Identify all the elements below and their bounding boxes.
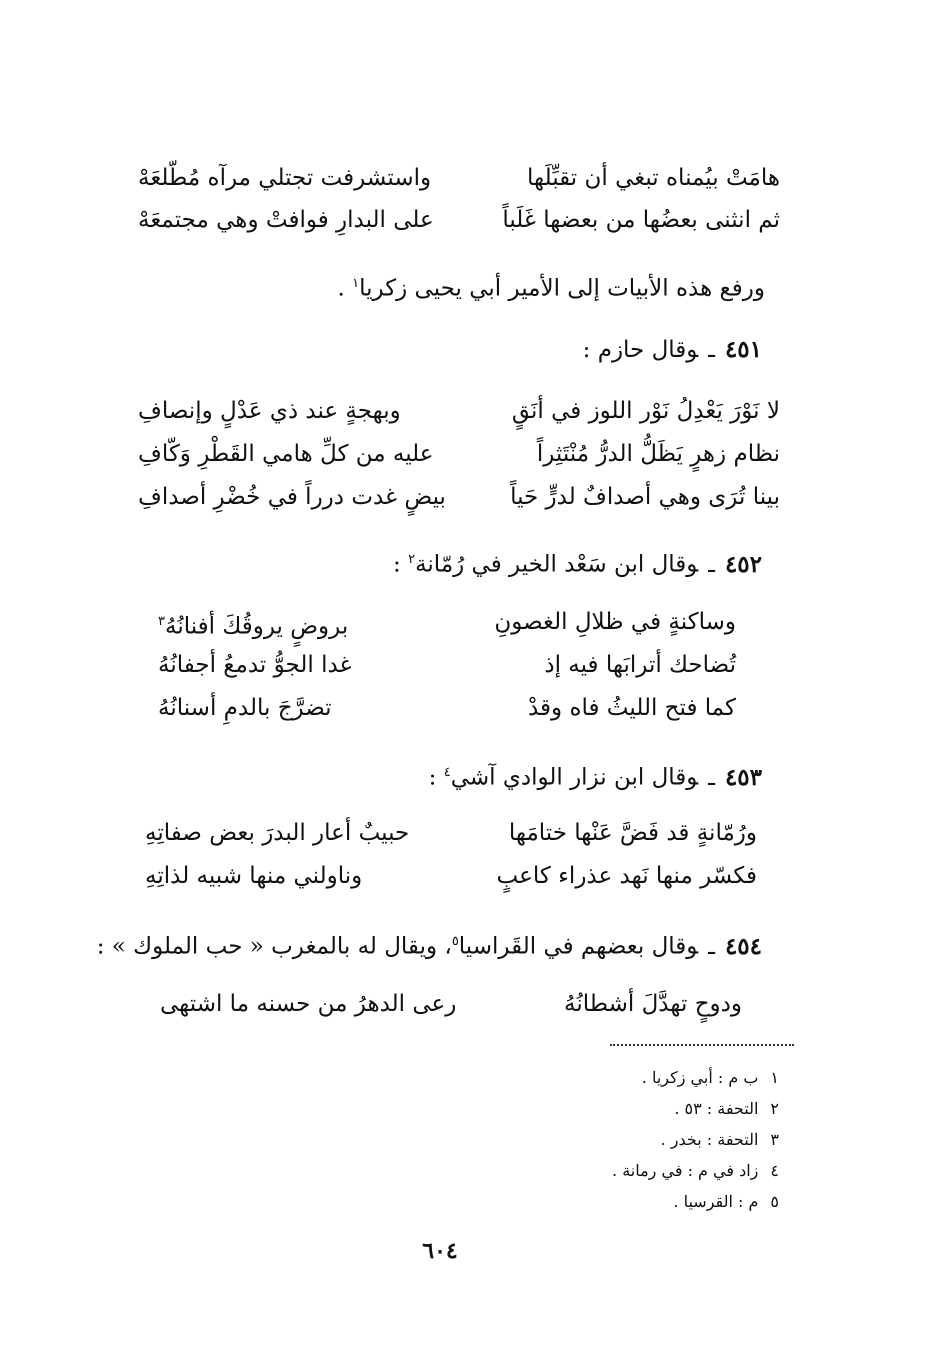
verse-line [160, 990, 742, 1018]
verse-line [138, 397, 780, 425]
verse-hemistich-first: كما فتح الليثُ فاه وقدْ [527, 695, 736, 721]
note-end: . [337, 275, 345, 302]
verse-hemistich-second: بيضٍ غدت درراً في خُضْرِ أصدافِ [138, 484, 446, 510]
footnote-ref: ٥ [451, 934, 459, 949]
footnote-number: ٣ [770, 1130, 779, 1149]
section-title-end: : [428, 764, 437, 791]
footnote-number: ٤ [770, 1161, 779, 1180]
verse-line [145, 819, 757, 847]
section-number: ٤٥١ [724, 336, 762, 363]
section-title: وقال بعضهم في القَراسيا [458, 933, 699, 960]
verse-hemistich-second: غدا الجوُّ تدمعُ أجفانُهُ [158, 652, 352, 678]
verse-hemistich-first: تُضاحك أترابَها فيه إذ [544, 652, 736, 678]
footnote [642, 1068, 779, 1088]
section-dash: ـ [708, 337, 715, 363]
verse-line [138, 440, 780, 468]
section-heading [97, 928, 762, 961]
verse-hemistich-second [158, 608, 348, 641]
verse-hemistich-second: وبهجةٍ عند ذي عَدْلٍ وإنصافِ [138, 398, 401, 424]
footnote [674, 1099, 779, 1119]
section-number: ٤٥٤ [724, 932, 762, 960]
footnote [673, 1192, 779, 1212]
verse-hemistich-second: تضرَّجَ بالدمِ أسنانُهُ [158, 695, 332, 721]
footnote-text: زاد في م : في رمانة . [612, 1161, 759, 1180]
verse-line [145, 862, 757, 890]
verse-line [138, 206, 780, 234]
section-title: وقال ابن نزار الوادي آشي [450, 764, 699, 791]
verse-hemistich-second: على البدارِ فوافتْ وهي مجتمعَهْ [138, 207, 434, 233]
verse-text: بروضٍ يروقُكَ أفنانُهُ [164, 613, 349, 640]
verse-hemistich-first: ثم انثنى بعضُها من بعضها غَلَباً [502, 207, 780, 233]
footnote [612, 1161, 779, 1181]
section-heading [583, 336, 762, 364]
section-number: ٤٥٣ [724, 763, 762, 791]
section-dash: ـ [708, 551, 715, 578]
footnote-ref: ٣ [158, 614, 165, 629]
verse-hemistich-first: لا نَوْرَ يَعْدِلُ نَوْر اللوز في أنَقٍ [511, 398, 780, 424]
section-title: وقال حازم : [582, 337, 699, 363]
footnote-ref: ٢ [408, 552, 416, 567]
section-heading [393, 546, 762, 579]
footnote-text: ب م : أبي زكريا . [641, 1068, 759, 1087]
section-title-end: : [393, 551, 401, 578]
note-paragraph [337, 270, 765, 303]
verse-line [138, 483, 780, 511]
verse-hemistich-first: وساكنةٍ في ظلالِ الغصونِ [494, 609, 736, 635]
footnote [661, 1130, 779, 1150]
footnote-ref: ٤ [443, 765, 451, 780]
section-heading [429, 759, 762, 792]
note-text: ورفع هذه الأبيات إلى الأمير أبي يحيى زكريا [359, 275, 765, 302]
section-title-end: ، ويقال له بالمغرب « حب الملوك » : [96, 933, 452, 960]
section-number: ٤٥٢ [724, 550, 762, 578]
footnote-separator [610, 1044, 794, 1046]
verse-hemistich-first: نظام زهرٍ يَظَلُّ الدرُّ مُنْتَثِراً [536, 441, 780, 467]
verse-hemistich-first: هامَتْ بيُمناه تبغي أن تقبِّلَها [526, 165, 780, 191]
footnote-number: ٥ [770, 1192, 779, 1211]
footnote-ref: ١ [352, 276, 360, 291]
page-number: ٦٠٤ [422, 1238, 458, 1264]
verse-hemistich-first: بينا تُرَى وهي أصدافٌ لدرٍّ حَياً [510, 484, 780, 510]
verse-hemistich-second: حبيبٌ أعار البدرَ بعض صفاتِهِ [145, 820, 410, 846]
verse-hemistich-second: واستشرفت تجتلي مرآه مُطّلعَهْ [138, 165, 432, 191]
verse-hemistich-second: وناولني منها شبيه لذاتِهِ [145, 863, 363, 889]
footnote-text: التحفة : ٥٣ . [674, 1099, 759, 1118]
verse-hemistich-first: فكسّر منها نَهد عذراء كاعبٍ [496, 863, 757, 889]
section-title: وقال ابن سَعْد الخير في رُمّانة [415, 551, 699, 578]
footnote-text: م : القرسيا . [673, 1192, 759, 1211]
footnote-number: ٢ [770, 1099, 779, 1118]
verse-line [158, 651, 736, 679]
verse-hemistich-first: ودوحٍ تهدَّلَ أشطانُهُ [564, 991, 742, 1017]
verse-hemistich-second: عليه من كلِّ هامي القَطْرِ وَكّافِ [138, 441, 434, 467]
section-dash: ـ [708, 933, 715, 960]
footnote-text: التحفة : بخدر . [660, 1130, 759, 1149]
verse-line [158, 608, 736, 641]
verse-line [158, 694, 736, 722]
verse-line [138, 164, 780, 192]
footnote-number: ١ [770, 1068, 779, 1087]
section-dash: ـ [708, 764, 715, 791]
verse-hemistich-first: ورُمّانةٍ قد فَضَّ عَنْها ختامَها [508, 820, 757, 846]
verse-hemistich-second: رعى الدهرُ من حسنه ما اشتهى [160, 991, 457, 1017]
